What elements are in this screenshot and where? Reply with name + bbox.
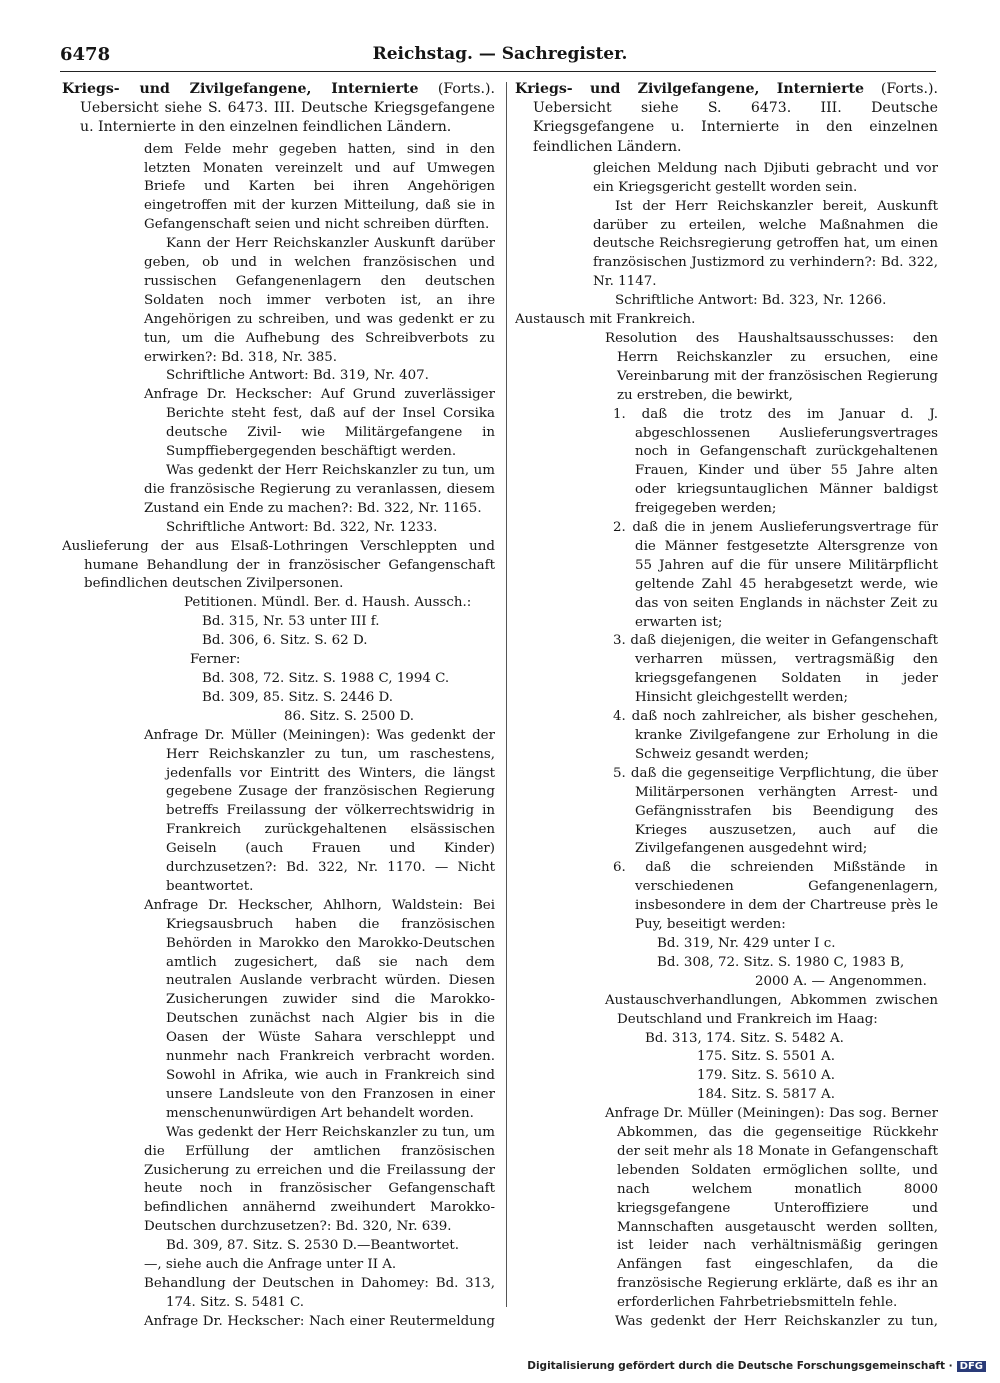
entry-resolution: Resolution des Haushaltsausschusses: den Herrn Reichskanzler zu ersuchen, eine Vereinbarung mit der französischen Regierung zu erstreben, die bewirkt,: [605, 330, 938, 403]
column-divider: [506, 82, 507, 1307]
entry-reference: Schriftliche Antwort: Bd. 323, Nr. 1266.: [615, 293, 887, 309]
resolution-item: 6. daß die schreienden Mißstände in verschiedenen Gefangenenlagern, insbesondere in dem der Chartreuse près le Puy, beseitigt werden:: [613, 860, 938, 933]
entry-reference: —, siehe auch die Anfrage unter II A.: [144, 1257, 397, 1273]
entry-reference: 86. Sitz. S. 2500 D.: [284, 708, 415, 724]
right-column-heading: [515, 80, 938, 157]
resolution-item: 1. daß die trotz des im Januar d. J. abgeschlossenen Auslieferungsvertrages noch in Gefangenschaft zurückgehaltenen Frauen, Kinder und über 55 Jahre alten oder kriegsuntauglichen Männer baldigst freigegeben werden;: [613, 406, 938, 517]
entry-query: Anfrage Dr. Heckscher, Ahlhorn, Waldstein: Bei Kriegsausbruch haben die französischen Behörden in Marokko den Marokko-Deutschen amtlich zugesichert, daß sie nach dem neutralen Auslande verbracht würden. Diesen Zusicherungen zuwider sind die Marokko-Deutschen zunächst nach Algier bis in die Oasen der Wüste Sahara verschleppt und nunmehr nach Frankreich verbracht worden. Sowohl in Afrika, wie auch in Frankreich sind unsere Landsleute von den Franzosen in einer menschenunwürdigen Art behandelt worden.: [144, 897, 495, 1121]
entry-reference: 179. Sitz. S. 5610 A.: [697, 1068, 835, 1084]
digitization-credit: [527, 1360, 986, 1372]
entry-query: Anfrage Dr. Heckscher: Auf Grund zuverlässiger Berichte steht fest, daß auf der Insel Corsika deutsche Zivil- wie Militärgefangene in Sumpffiebergegenden beschäftigt werden.: [144, 387, 495, 460]
heading-title: Kriegs- und Zivilgefangene, Internierte: [62, 81, 419, 97]
entry-reference: Schriftliche Antwort: Bd. 322, Nr. 1233.: [166, 519, 438, 535]
entry-query: Anfrage Dr. Müller (Meiningen): Was gedenkt der Herr Reichskanzler zu tun, um raschestens, jedenfalls vor Eintritt des Winters, die längst gegebene Zusage der französischen Regierung betreffs Freilassung der völkerrechtswidrig in Frankreich zurückgehaltenen elsässischen Geiseln (auch Frauen und Kinder) durchzusetzen?: Bd. 322, Nr. 1170. — Nicht beantwortet.: [144, 727, 495, 894]
entry-query: Anfrage Dr. Müller (Meiningen): Das sog. Berner Abkommen, das die gegenseitige Rückkehr der seit mehr als 18 Monate in Gefangenschaft lebenden Soldaten ermöglichen sollte, und nach welchem monatlich 8000 kriegsgefangene Unteroffiziere und Mannschaften ausgetauscht werden sollten, ist leider nach verhältnismäßig geringen Anfängen fast eingeschlafen, da die französische Regierung erklärte, daß es ihr an erforderlichen Fahrbetriebsmitteln fehle.: [605, 1106, 938, 1311]
entry-subject: Austauschverhandlungen, Abkommen zwischen Deutschland und Frankreich im Haag:: [605, 992, 938, 1027]
resolution-item: 5. daß die gegenseitige Verpflichtung, die über Militärpersonen verhängten Arrest- und Gefängnisstrafen bis Beendigung des Krieges auszusetzen, auch auf die Zivilgefangenen ausgedehnt wird;: [613, 765, 938, 857]
left-column: [62, 80, 495, 1330]
entry-reference: Bd. 309, 85. Sitz. S. 2446 D.: [202, 689, 394, 705]
entry-reference: 184. Sitz. S. 5817 A.: [697, 1087, 835, 1103]
entry-subject: Behandlung der Deutschen in Dahomey: Bd. 313, 174. Sitz. S. 5481 C.: [144, 1275, 495, 1310]
dfg-logo: DFG: [957, 1361, 986, 1372]
entry-reference: 175. Sitz. S. 5501 A.: [697, 1049, 835, 1065]
heading-title: Kriegs- und Zivilgefangene, Internierte: [515, 81, 864, 97]
heading-continuation: (Forts.). Uebersicht siehe S. 6473. III. Deutsche Kriegsgefangene u. Internierte in den einzelnen feindlichen Ländern.: [533, 81, 938, 155]
entry-text: Was gedenkt der Herr Reichskanzler zu tun,: [615, 1314, 938, 1330]
entry-subject: Auslieferung der aus Elsaß-Lothringen Verschleppten und humane Behandlung der in französischer Gefangenschaft befindlichen deutschen Zivilpersonen.: [62, 538, 495, 592]
entry-reference: Bd. 308, 72. Sitz. S. 1980 C, 1983 B,: [657, 954, 905, 970]
resolution-item: 3. daß diejenigen, die weiter in Gefangenschaft verharren müssen, vertragsmäßig den kriegsgefangenen Soldaten in jeder Hinsicht gleichgestellt werden;: [613, 633, 938, 706]
entry-text: dem Felde mehr gegeben hatten, sind in den letzten Monaten vereinzelt und auf Umwegen Briefe und Karten bei ihren Angehörigen eingetroffen mit der kurzen Mitteilung, daß sie in Gefangenschaft seien und nicht schreiben dürften.: [144, 141, 495, 233]
credit-text: Digitalisierung gefördert durch die Deutsche Forschungsgemeinschaft ·: [527, 1360, 953, 1372]
entry-reference: Bd. 306, 6. Sitz. S. 62 D.: [202, 633, 368, 649]
entry-reference: Bd. 319, Nr. 429 unter I c.: [657, 935, 836, 951]
entry-text: gleichen Meldung nach Djibuti gebracht und vor ein Kriegsgericht gestellt worden sein.: [593, 160, 938, 195]
entry-reference: Bd. 309, 87. Sitz. S. 2530 D.—Beantwortet.: [166, 1238, 460, 1254]
running-head: Reichstag. — Sachregister.: [372, 44, 628, 64]
entry-reference: Petitionen. Mündl. Ber. d. Haush. Aussch.:: [184, 595, 472, 611]
entry-text: Ist der Herr Reichskanzler bereit, Auskunft darüber zu erteilen, welche Maßnahmen die deutsche Reichsregierung getroffen hat, um einen französischen Justizmord zu verhindern?: Bd. 322, Nr. 1147.: [593, 198, 938, 290]
heading-continuation: (Forts.). Uebersicht siehe S. 6473. III. Deutsche Kriegsgefangene u. Internierte in den einzelnen feindlichen Ländern.: [80, 81, 495, 136]
entry-reference: Bd. 308, 72. Sitz. S. 1988 C, 1994 C.: [202, 670, 450, 686]
entry-reference: 2000 A. — Angenommen.: [755, 973, 927, 989]
header-rule: [60, 71, 936, 72]
page-number: 6478: [60, 44, 111, 65]
entry-reference: Bd. 313, 174. Sitz. S. 5482 A.: [645, 1030, 844, 1046]
entry-reference: Ferner:: [190, 652, 241, 668]
resolution-item: 2. daß die in jenem Auslieferungsvertrage für die Männer festgesetzte Altersgrenze von 55 Jahren auf die für unsere Militärpflicht geltende Zahl 45 herabgesetzt werde, wie das von seiten Englands in nächster Zeit zu erwarten ist;: [613, 520, 938, 630]
resolution-item: 4. daß noch zahlreicher, als bisher geschehen, kranke Zivilgefangene zur Erholung in die Schweiz gesandt werden;: [613, 709, 938, 762]
entry-query: Anfrage Dr. Heckscher: Nach einer Reutermeldung: [144, 1313, 495, 1329]
entry-text: Kann der Herr Reichskanzler Auskunft darüber geben, ob und in welchen französischen und russischen Gefangenenlagern den deutschen Soldaten noch immer verboten ist, an ihre Angehörigen zu schreiben, und was gedenkt er zu tun, um die Aufhebung des Schreibverbots zu erwirken?: Bd. 318, Nr. 385.: [144, 236, 495, 365]
entry-text: Was gedenkt der Herr Reichskanzler zu tun, um die Erfüllung der amtlichen französischen Zusicherung zu erreichen und die Freilassung der heute noch in französischer Gefangenschaft befindlichen annähernd zweihundert Marokko-Deutschen durchzusetzen?: Bd. 320, Nr. 639.: [144, 1124, 495, 1235]
left-column-heading: [62, 80, 495, 138]
entry-reference: Bd. 315, Nr. 53 unter III f.: [202, 614, 380, 630]
entry-subject: Austausch mit Frankreich.: [515, 312, 696, 328]
right-column: [515, 80, 938, 1330]
entry-reference: Schriftliche Antwort: Bd. 319, Nr. 407.: [166, 368, 429, 384]
entry-text: Was gedenkt der Herr Reichskanzler zu tun, um die französische Regierung zu veranlassen, diesem Zustand ein Ende zu machen?: Bd. 322, Nr. 1165.: [144, 463, 495, 516]
